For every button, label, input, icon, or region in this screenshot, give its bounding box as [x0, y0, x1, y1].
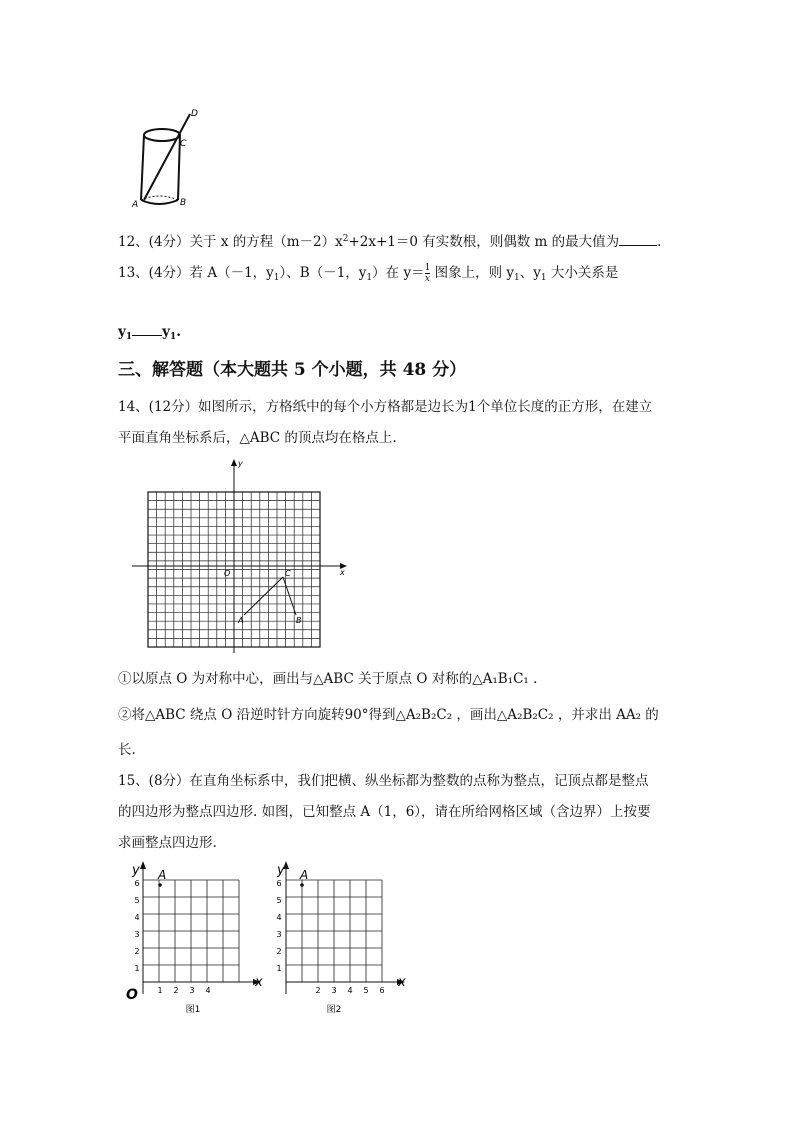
fig1-xtick-1: 1 — [157, 986, 163, 995]
axis-x-label: x — [340, 568, 345, 577]
fig2-ytick-5: 5 — [276, 896, 282, 905]
q15-figure-2 — [262, 858, 417, 1018]
fig1-xtick-3: 3 — [189, 986, 195, 995]
fig2-ytick-4: 4 — [276, 913, 282, 922]
question-14-part-2-end: 长. — [118, 742, 136, 758]
fig2-ytick-1: 1 — [276, 964, 282, 973]
fig1-xtick-4: 4 — [205, 986, 211, 995]
question-15-line-2: 的四边形为整点四边形. 如图，已知整点 A（1，6），请在所给网格区域（含边界）上按要 — [118, 804, 651, 820]
question-15-line-1: 15、(8分）在直角坐标系中，我们把横、纵坐标都为整数的点称为整点，记顶点都是整点 — [118, 773, 649, 789]
fraction: $\frac{1}{x}$ — [424, 263, 431, 284]
q15-figure-1 — [118, 858, 268, 1018]
label-d: D — [191, 109, 198, 119]
point-b-label: B — [296, 616, 302, 625]
label-b: B — [180, 198, 187, 208]
fig2-ytick-3: 3 — [276, 930, 282, 939]
fig2-ytick-6: 6 — [276, 879, 282, 888]
fig2-xtick-4: 4 — [347, 986, 353, 995]
fig1-ytick-2: 2 — [134, 947, 140, 956]
origin-label: O — [224, 569, 231, 578]
cylinder-figure — [128, 106, 208, 212]
question-14-part-1: ①以原点 O 为对称中心，画出与△ABC 关于原点 O 对称的△A₁B₁C₁ . — [118, 671, 538, 687]
axis-y-label: y — [238, 459, 243, 468]
question-14-line-1: 14、(12分）如图所示，方格纸中的每个小方格都是边长为1个单位长度的正方形，在建立 — [118, 399, 653, 415]
label-c: C — [180, 139, 187, 149]
answer-blank[interactable] — [619, 245, 657, 246]
fig1-point-a: A — [158, 868, 167, 882]
fig1-y-label: y — [132, 863, 140, 878]
question-13-answer: $y_1$ $y_1$. — [118, 324, 181, 342]
answer-blank[interactable] — [132, 335, 162, 336]
question-14-part-2: ②将△ABC 绕点 O 沿逆时针方向旋转90°得到△A₂B₂C₂ ，画出△A₂B₂C₂ ，并求出 AA₂ 的 — [118, 707, 659, 723]
fig2-xtick-6: 6 — [379, 986, 385, 995]
fig1-xtick-2: 2 — [173, 986, 179, 995]
question-14-line-2: 平面直角坐标系后，△ABC 的顶点均在格点上. — [118, 430, 397, 446]
fig2-xtick-5: 5 — [363, 986, 369, 995]
fig2-ytick-2: 2 — [276, 947, 282, 956]
label-a: A — [132, 200, 139, 210]
fig1-ytick-6: 6 — [134, 879, 140, 888]
question-15-line-3: 求画整点四边形. — [118, 835, 217, 851]
question-12: 12、(4分）关于 x 的方程$(m-2)x^2+2x+1=0$ 有实数根，则偶数 m 的最大值为 . — [118, 234, 662, 250]
section-heading: 三、解答题（本大题共 5 个小题，共 48 分） — [118, 360, 467, 380]
fig1-ytick-5: 5 — [134, 896, 140, 905]
fig1-caption: 图1 — [185, 1005, 201, 1015]
point-c-label: C — [285, 569, 291, 578]
fig1-origin: O — [126, 987, 138, 1003]
fig2-xtick-3: 3 — [331, 986, 337, 995]
fig1-ytick-3: 3 — [134, 930, 140, 939]
q14-coordinate-grid — [128, 455, 353, 655]
fig2-point-a: A — [300, 868, 309, 882]
fig1-ytick-4: 4 — [134, 913, 140, 922]
point-a-label: A — [238, 616, 244, 625]
fig1-x-label: x — [255, 975, 263, 990]
fig2-xtick-2: 2 — [315, 986, 321, 995]
fig2-caption: 图2 — [326, 1005, 342, 1015]
fig2-y-label: y — [277, 863, 285, 878]
question-13: 13、(4分）若 A（－1，$y_1$）、B（－1，$y_1$）在 y＝ $\frac{1}{x}$ 图象上，则 $y_1$、$y_1$ 大小关系是 — [118, 263, 619, 284]
fig1-ytick-1: 1 — [134, 964, 140, 973]
fig2-x-label: x — [398, 975, 406, 990]
